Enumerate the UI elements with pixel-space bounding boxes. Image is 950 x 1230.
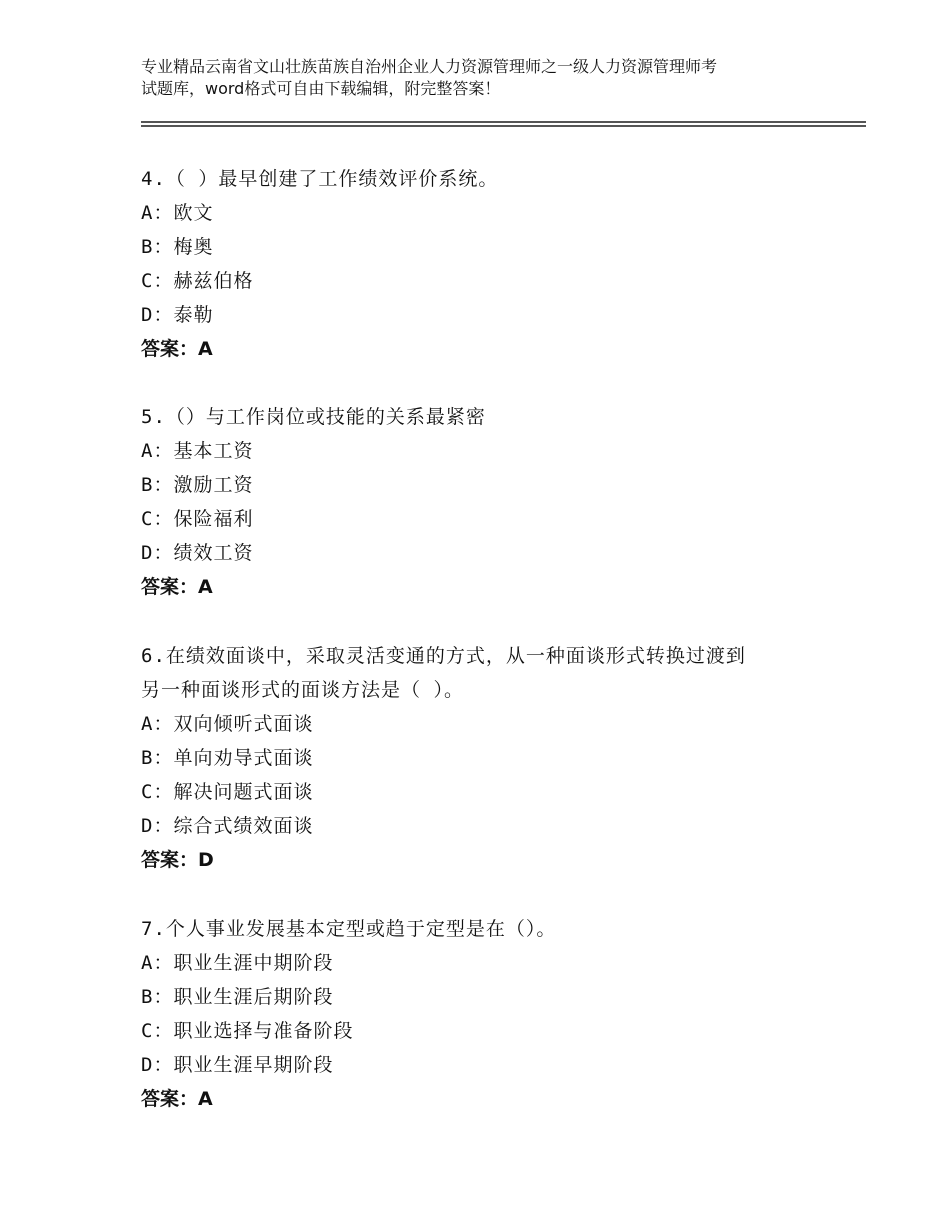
question-6 [141,639,841,877]
option-c: C：赫兹伯格 [141,270,254,292]
option-b: B：激励工资 [141,474,254,496]
question-7 [141,912,841,1116]
header-title-line-1: 专业精品云南省文山壮族苗族自治州企业人力资源管理师之一级人力资源管理师考 [141,57,718,76]
answer-line: 答案：A [141,338,213,360]
option-d: D：综合式绩效面谈 [141,815,314,837]
option-a: A：职业生涯中期阶段 [141,952,334,974]
option-c: C：解决问题式面谈 [141,781,314,803]
option-b: B：职业生涯后期阶段 [141,986,334,1008]
option-b: B：梅奥 [141,236,214,258]
option-a: A：双向倾听式面谈 [141,713,314,735]
answer-line: 答案：A [141,1088,213,1110]
header-divider-bottom [141,125,866,127]
question-stem-line-2: 另一种面谈形式的面谈方法是（ ）。 [141,679,464,701]
header-title-line-2: 试题库，word格式可自由下载编辑，附完整答案！ [141,79,501,98]
option-d: D：绩效工资 [141,542,254,564]
option-d: D：职业生涯早期阶段 [141,1054,334,1076]
question-stem-line-1: 6.在绩效面谈中，采取灵活变通的方式，从一种面谈形式转换过渡到 [141,645,746,667]
option-b: B：单向劝导式面谈 [141,747,314,769]
answer-line: 答案：A [141,576,213,598]
question-stem: 5.（）与工作岗位或技能的关系最紧密 [141,406,486,428]
question-5 [141,400,841,604]
document-header [141,56,841,100]
answer-line: 答案：D [141,849,214,871]
question-stem: 4.（ ）最早创建了工作绩效评价系统。 [141,168,499,190]
question-4 [141,162,841,366]
option-d: D：泰勒 [141,304,214,326]
header-divider-top [141,121,866,123]
option-c: C：职业选择与准备阶段 [141,1020,354,1042]
option-a: A：欧文 [141,202,214,224]
option-c: C：保险福利 [141,508,254,530]
option-a: A：基本工资 [141,440,254,462]
question-stem: 7.个人事业发展基本定型或趋于定型是在（）。 [141,918,557,940]
